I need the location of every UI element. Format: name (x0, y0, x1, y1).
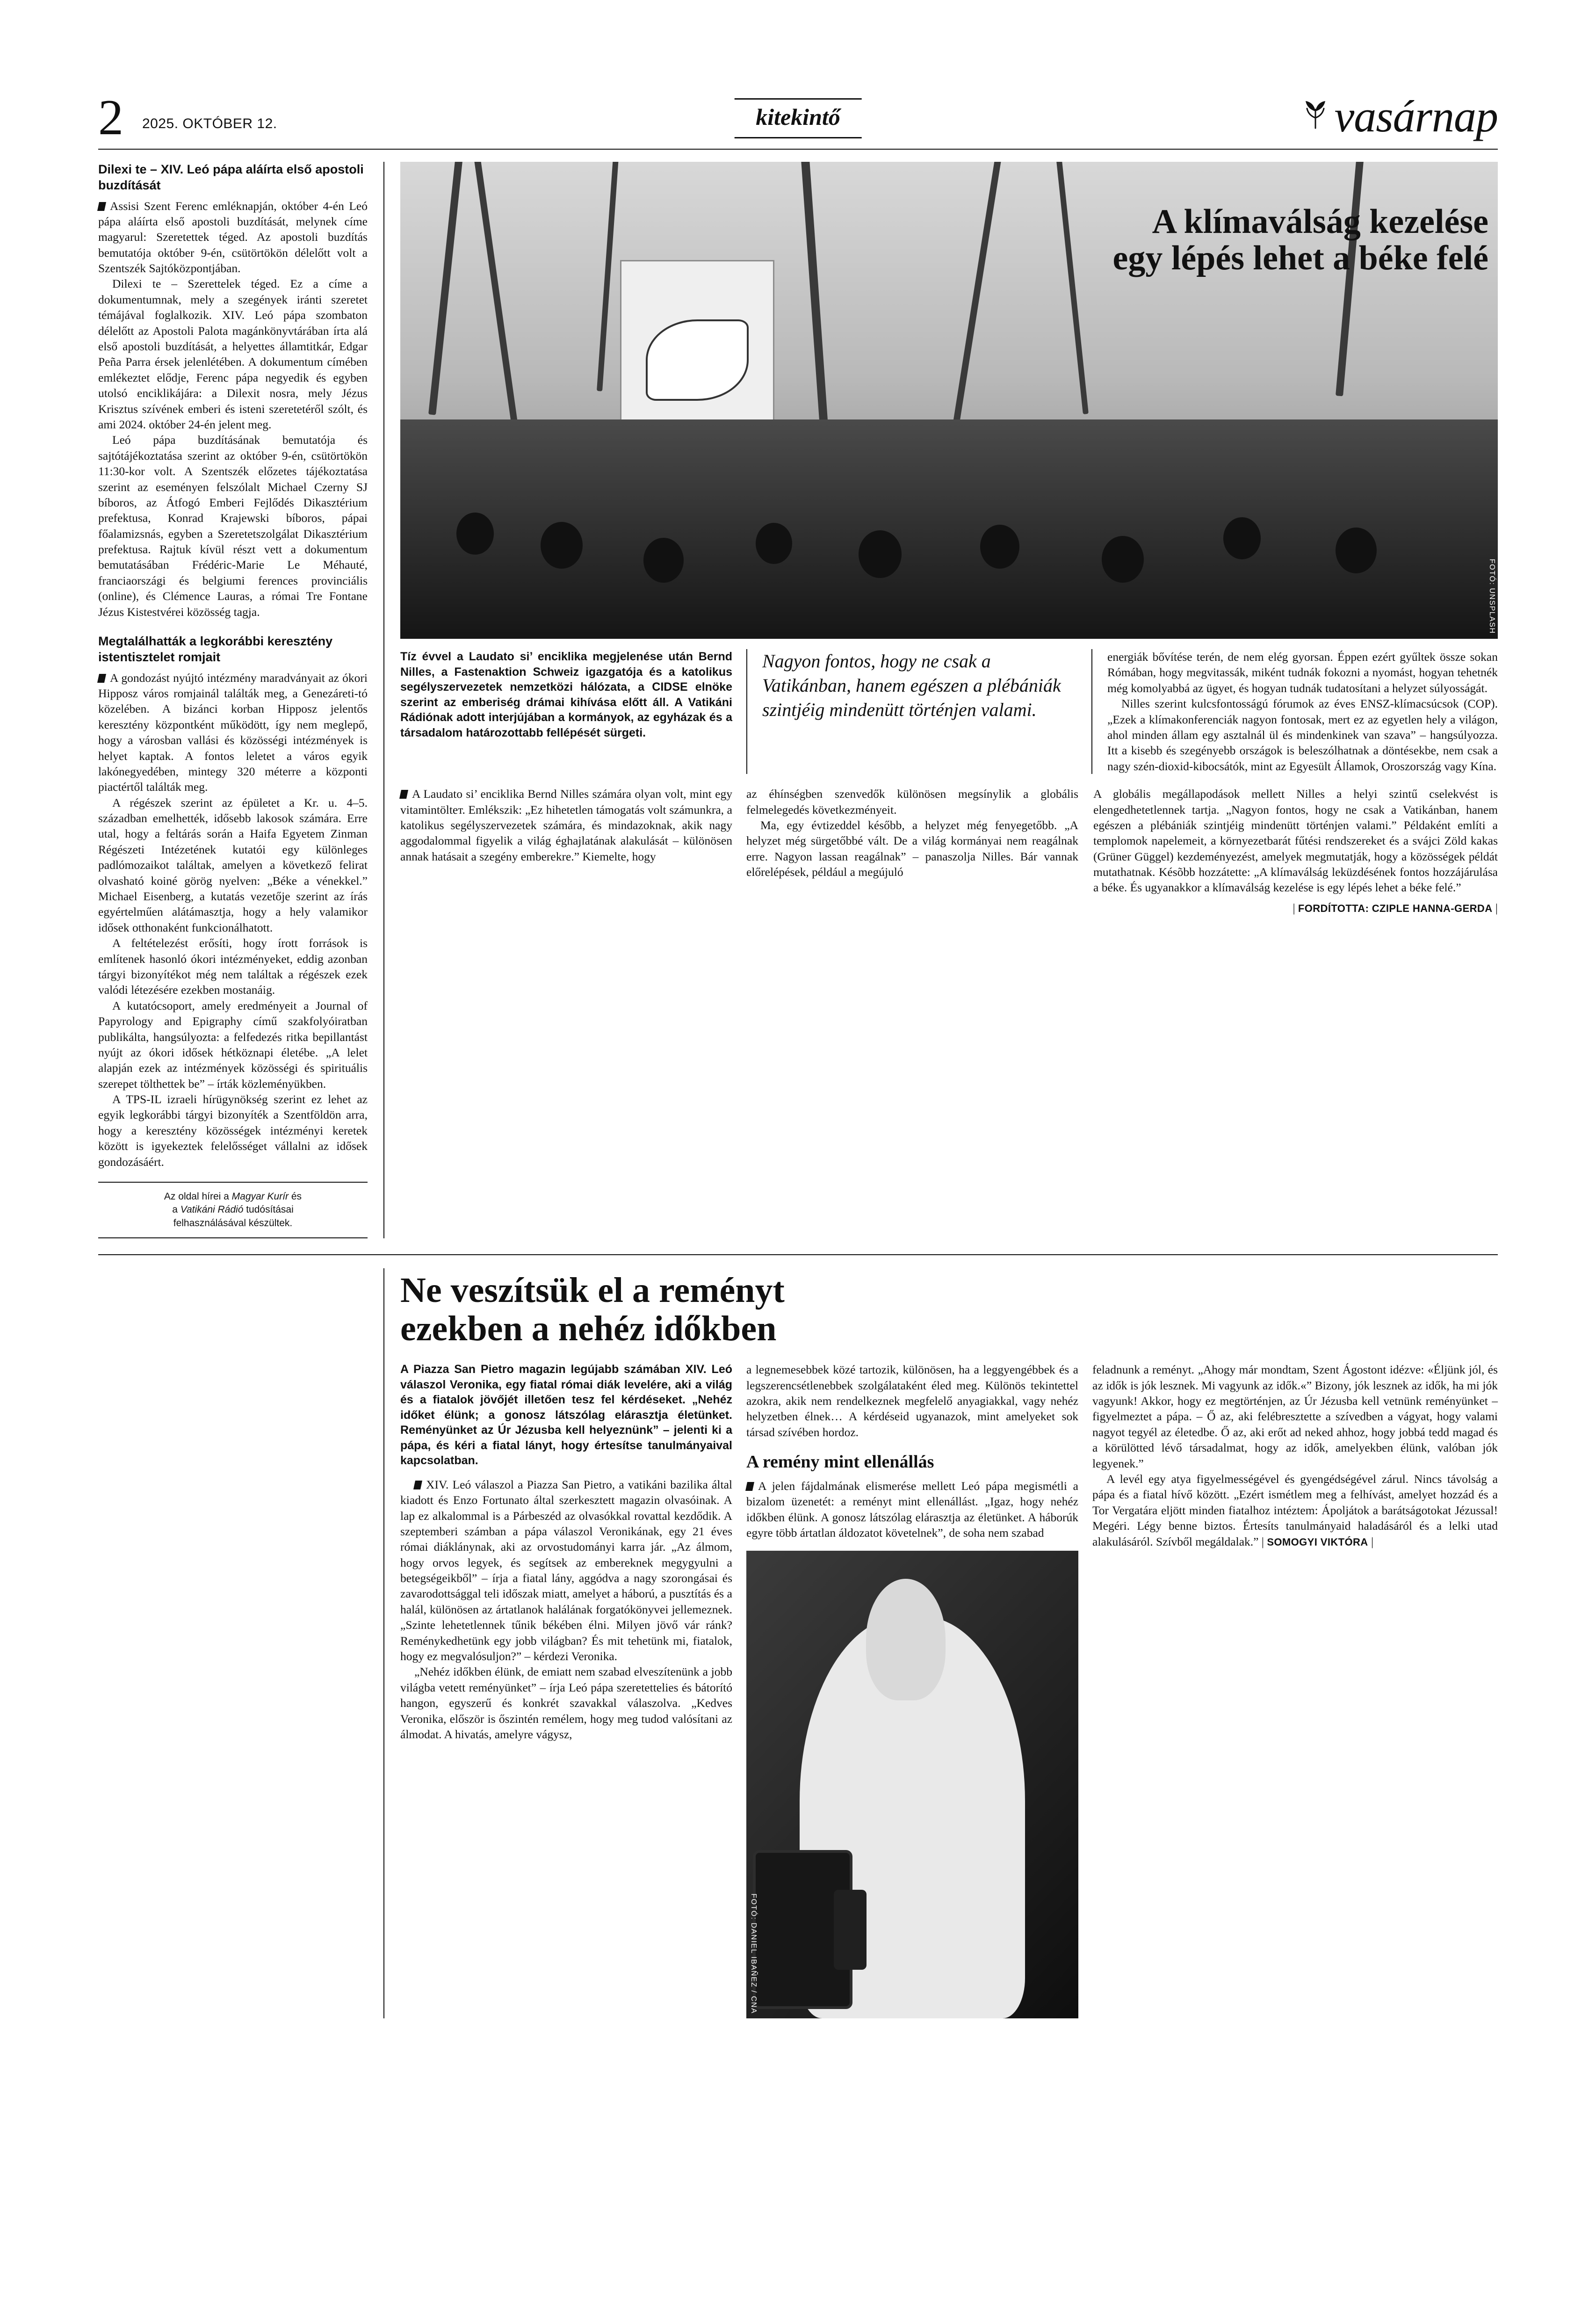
lead-headline-line2: egy lépés lehet a béke felé (1112, 239, 1488, 277)
masthead-rule (98, 149, 1498, 150)
paragraph: Dilexi te – Szerettelek téged. Ez a címe a dokumentumnak, mely a szegények iránti szeretet témájával foglalkozik. XIV. Leó pápa szombaton délelőtt az Apostoli Palota magánkönyvtárában írta alá első apostoli buzdítását, a helyettes államtitkár, Edgar Peña Parra érsek jelenlétében. A dokumentum címében emlékeztet elődje, Ferenc pápa negyedik és egyben utolsó enciklikájára: a Dilexit nosra, mely Jézus Krisztus szívének emberi és isteni szeretetéről szólt, és ami 2024. október 24-én jelent meg. (98, 277, 368, 431)
photo-credit: FOTÓ: DANIEL IBAÑEZ / CNA (750, 1894, 758, 2014)
deck-row (400, 649, 1498, 774)
lead-translator: | FORDÍTOTTA: CZIPLE HANNA-GERDA | (1293, 901, 1498, 915)
square-bullet-icon (97, 674, 106, 683)
bottom-deck: A Piazza San Pietro magazin legújabb számában XIV. Leó válaszol Veronika, egy fiatal római diák levelére, aki a világ és a fiatalok jövőjét illetően tesz fel kérdéseket. „Nehéz időket élünk; a gonosz látszólag elárasztja életünket. Reményünket az Úr Jézusba kell helyeznünk” – jelenti ki a pápa, és kéri a fiatal lányt, hogy értesítse tanulmányaival kapcsolatban. (400, 1363, 732, 1467)
bottom-headline-line1: Ne veszítsük el a reményt (400, 1271, 785, 1310)
paragraph: a legnemesebbek közé tartozik, különösen, ha a leggyengébbek és a legszerencsétlenebbek szolgálataként éled meg. Különös tekintettel azokra, akik nem rendelkeznek megfelelő anyagiakkal, vagy nehéz helyzetben élnek… A kérdéseid ugyanazok, mint amelyeket sok társad szívében hordoz. (746, 1363, 1078, 1439)
section-badge: kitekintő (734, 98, 862, 138)
wheat-sheaf-icon (1299, 97, 1332, 130)
lead-body-col3-top (1092, 649, 1498, 774)
paragraph: A kutatócsoport, amely eredményeit a Journal of Papyrology and Epigraphy című szakfolyóiratban publikálta, hangsúlyozta: a felfedezés ritka bepillantást nyújt az ókori idősek hétköznapi életébe. „A lelet alapján ezek az intézmények közösségi és spirituális szerepet tölthettek be” – írták közleményükben. (98, 998, 368, 1091)
bottom-col1 (400, 1362, 746, 2018)
lead-body-col1 (400, 786, 746, 916)
bottom-headline (400, 1271, 1498, 1348)
paragraph: A jelen fájdalmának elismerése mellett Leó pápa megismétli a bizalom üzenetét: a reményt mint ellenállást. „Igaz, hogy nehéz időkben élünk. A gonosz látszólag elárasztja az életünket. A háborúk egyre több ártatlan áldozatot követelnek”, de soha nem szabad (746, 1478, 1078, 1541)
lead-photo (400, 162, 1498, 639)
lead-body-col3 (1092, 786, 1498, 916)
paragraph: Nilles szerint kulcsfontosságú fórumok az éves ENSZ-klímacsúcsok (COP). „Ezek a klímakonferenciák nagyon fontosak, mert ez az egyetlen hely a világon, ahol minden állam egy asztalnál ül és mindenkinek van szava” – hangsúlyozza. Itt a kisebb és szegényebb országok is beleszólhatnak a döntésekbe, nem csak a nagy szén-dioxid-kibocsátók, mint az Egyesült Államok, Oroszország vagy Kína. (1107, 697, 1498, 773)
paragraph: XIV. Leó válaszol a Piazza San Pietro, a vatikáni bazilika által kiadott és Enzo Fortunato által szerkesztett magazin olvasóinak. A lap ez alkalommal is a Párbeszéd az olvasókkal rovattal kezdődik. A szeptemberi számban a pápa válaszol Veronikának, egy 21 éves római diáklánynak, aki az orvostudományi karra jár. „Az álmom, hogy orvos legyek, és segítsek az embereknek megygyulni a betegségeikből” – írja a fiatal lány, aggódva a nagy szorongásai és zavarodottsággal teli időszak miatt, amelyet a háború, a pusztítás és a halál, különösen az ártatlanok halálának forgatókönyvei jellemeznek. „Szinte lehetetlennek tűnik békében élni. Milyen jövő vár ránk? Reménykedhetünk egy jobb világban? És mit tehetünk mi, fiatalok, hogy ez megvalósuljon?” – kérdezi Veronika. (400, 1477, 732, 1663)
camera-icon (753, 1850, 852, 2009)
photo-credit: FOTÓ: UNSPLASH (1488, 559, 1496, 634)
bottom-area (98, 1268, 1498, 2018)
paragraph: A régészek szerint az épületet a Kr. u. 4–5. században emelhették, idősebb lakosok számára. Erre utal, hogy a feltárás során a Haifa Egyetem Zinman Régészeti Intézetének kutatói egy különleges padlómozaikot találtak, amelyen a következő felirat olvasható koiné görög nyelven: „Béke a vénekkel.” Michael Eisenberg, a kutatás vezetője szerint az írás egyértelműen alátámasztja, hogy a hely valamikor idősek otthonaként funkcionálhatott. (98, 795, 368, 934)
masthead (98, 70, 1498, 145)
lead-deck-text: Tíz évvel a Laudato si’ enciklika megjelenése után Bernd Nilles, a Fastenaktion Schweiz igazgatója és a katolikus segélyszervezetek nemzetközi hálózata, a CIDSE elnöke szerint az emberiség drámai kihívása előtt áll. A Vatikáni Rádiónak adott interjújában a kormányok, az egyházak és a társadalom határozottabb fellépését sürgeti. (400, 650, 732, 739)
top-area (98, 162, 1498, 1238)
lead-body-columns (400, 786, 1498, 916)
paragraph: Ma, egy évtizeddel később, a helyzet még fenyegetőbb. „A helyzet még sürgetőbbé vált. De a világ kormányai nem reagálnak erre. Nagyon lassan reagálnak” – panaszolja Nilles. Bár vannak előrelépések, például a megújuló (746, 818, 1078, 879)
lead-body-col2 (746, 786, 1092, 916)
paragraph: A TPS-IL izraeli hírügynökség szerint ez lehet az egyik legkorábbi tárgyi bizonyíték a Szentföldön arra, hogy a keresztény közösségek intézményi keretek között is igyekeztek felelősséget vállalni az idősek gondozásáért. (98, 1092, 368, 1169)
pope-photo (746, 1551, 1078, 2018)
paragraph: energiák bővítése terén, de nem elég gyorsan. Éppen ezért gyűltek össze sokan Rómában, hogy megvitassák, miként tudnák fokozni a nyomást, hogyan tehetnék még komolyabbá az ügyet, és hogyan tudnák tudatosítani a helyzet súlyosságát. (1107, 650, 1498, 695)
issue-date: 2025. OKTÓBER 12. (142, 116, 277, 131)
brand-logo (1299, 91, 1498, 141)
paragraph: A levél egy atya figyelmességével és gyengédségével zárul. Nincs távolság a pápa és a fiatal hívő között. „Ezért ismétlem meg a felhívást, amelyet hozzád és a Tor Vergatára eljött minden fiatalhoz intéztem: Ápoljátok a barátságotokat Jézussal! Megéri. Légy benne biztos. Értesíts tanulmányaid haladásáról és a lelki utad alakulásáról. Szívből megáldalak.” | SOMOGYI VIKTÓRA | (1092, 1472, 1498, 1548)
bottom-columns (400, 1362, 1498, 2018)
source-note: Az oldal hírei a Magyar Kurír és a Vatikáni Rádió tudósításai felhasználásával készültek. (98, 1182, 368, 1238)
pull-quote: Nagyon fontos, hogy ne csak a Vatikánban, hanem egészen a plébániák szintjéig mindenütt történjen valami. (746, 649, 1092, 774)
bottom-subhead: A remény mint ellenállás (746, 1452, 934, 1472)
article-headline-dilexi-te: Dilexi te – XIV. Leó pápa aláírta első apostoli buzdítását (98, 162, 364, 192)
bottom-left-spacer (98, 1268, 384, 2018)
lead-headline-line1: A klímaválság kezelése (1152, 202, 1488, 241)
square-bullet-icon (745, 1482, 754, 1491)
bottom-col3 (1092, 1362, 1498, 2018)
fish-drawing-icon (646, 319, 749, 401)
bottom-headline-line2: ezekben a nehéz időkben (400, 1309, 777, 1349)
paragraph: Leó pápa buzdításának bemutatója és sajtótájékoztatása szerint az október 9-én, csütörtökön 11:30-kor volt. A Szentszék előzetes tájékoztatása szerint az eseményen felszólalt Michael Czerny SJ bíboros, az Átfogó Emberi Fejlődés Dikasztérium prefektusa, Konrad Krajewski bíboros, pápai főalamizsnás, egyben a Szeretetszolgálat Dikasztérium prefektusa. Rajtuk kívül részt vett a dokumentum bemutatásában Frédéric-Marie Le Méhauté, franciaországi és belgiumi ferences provinciális (online), és Clémence Lauras, a római Tre Fontane Jézus Kistestvérei közösség tagja. (98, 433, 368, 619)
square-bullet-icon (413, 1481, 422, 1489)
section-divider (98, 1254, 1498, 1255)
article-headline-istenotthon: Megtalálhatták a legkorábbi keresztény istentisztelet romjait (98, 634, 333, 664)
square-bullet-icon (97, 202, 106, 211)
paragraph: feladnunk a reményt. „Ahogy már mondtam, Szent Ágostont idézve: «Éljünk jól, és az idők is jók lesznek. Mi vagyunk az idők.«” Bizony, jók lesznek az idők, ha mi jók vagyunk! Akkor, hogy ez megtörténjen, az Úr Jézusba kell vetnünk reményünket – figyelmeztet a pápa. – Ő az, aki felébresztette a szívedben a vágyat, hogy valami nagyot tegyél az életedbe. Ő az, aki erőt ad neked ahhoz, hogy jobbá tedd magad és a körülötted lévő társadalmat, hogy az idők, amelyekben élünk, valóban jók legyenek.” (1092, 1363, 1498, 1470)
paragraph: „Nehéz időkben élünk, de emiatt nem szabad elveszítenünk a jobb világba vetett reményünket” – írja Leó pápa szeretettelies és bátorító hangon, egyszerű és konkrét szavakkal válaszolva. „Kedves Veronika, először is őszintén remélem, hogy meg tudod valósítani az álmodat. A hivatás, amelyre vágysz, (400, 1665, 732, 1741)
lead-headline (890, 204, 1498, 276)
bottom-story (384, 1268, 1498, 2018)
paragraph: Assisi Szent Ferenc emléknapján, október 4-én Leó pápa aláírta első apostoli buzdítását, melynek címe magyarul: Szeretettek téged. Az apostoli buzdítás bemutatója október 9-én, csütörtökön délelőtt volt a Szentszék Sajtóközpontjában. (98, 198, 368, 276)
paragraph: A gondozást nyújtó intézmény maradványait az ókori Hipposz város romjainál találták meg, a Genezáreti-tó közelében. A bizánci korban Hipposz jelentős keresztény központként működött, így nem meglepő, hogy a városban vallási és közösségi intézmények is helyet kaptak. A fontos leletet a város egyik lakónegyedében, mintegy 320 méterre a központi piactértől találták meg. (98, 670, 368, 795)
square-bullet-icon (399, 790, 408, 799)
paragraph: az éhínségben szenvedők különösen megsínylik a globális felmelegedés következményeit. (746, 787, 1078, 817)
bottom-author: SOMOGYI VIKTÓRA (1267, 1536, 1368, 1548)
waving-hand-icon (866, 1579, 946, 1700)
left-sidebar-column (98, 162, 384, 1238)
lead-deck (400, 649, 746, 774)
brand-name: vasárnap (1334, 91, 1498, 141)
lead-story (384, 162, 1498, 1238)
paragraph: A feltételezést erősíti, hogy írott források is említenek hasonló ókori intézményeket, eddig azonban tárgyi bizonyítékot még nem találtak a régészek ezek valódi létezésére ezekben mostanáig. (98, 936, 368, 997)
paragraph: A globális megállapodások mellett Nilles a helyi szintű cselekvést is elengedhetetlennek tartja. „Nagyon fontos, hogy ne csak a Vatikánban, hanem egészen a plébániák szintjéig mindenütt történjen valami.” Példaként említi a templomok napelemeit, a környezetbarát fűtési rendszereket és a svájci Zöld kakas (Grüner Güggel) kezdeményezést, amelyek megmutatják, hogy a közösségek példát mutathatnak. Késõbb hozzátette: „A klímaválság leküzdésének fontos hozzájárulása a béke. És ugyanakkor a klímaválság kezelése is egy lépés lehet a béke felé.” (1093, 787, 1498, 895)
paragraph: A Laudato si’ enciklika Bernd Nilles számára olyan volt, mint egy vitamintölteт. Emlékszik: „Ez hihetetlen támogatás volt számunkra, a katolikus segélyszervezetek számára, és mindazoknak, akik nagy aggodalommal figyelik a világ éghajlatának alakulását – különösen annak hatásait a szegény emberekre.” Kiemelte, hogy (400, 786, 732, 864)
page-number: 2 (98, 89, 123, 145)
bottom-col2 (746, 1362, 1092, 2018)
